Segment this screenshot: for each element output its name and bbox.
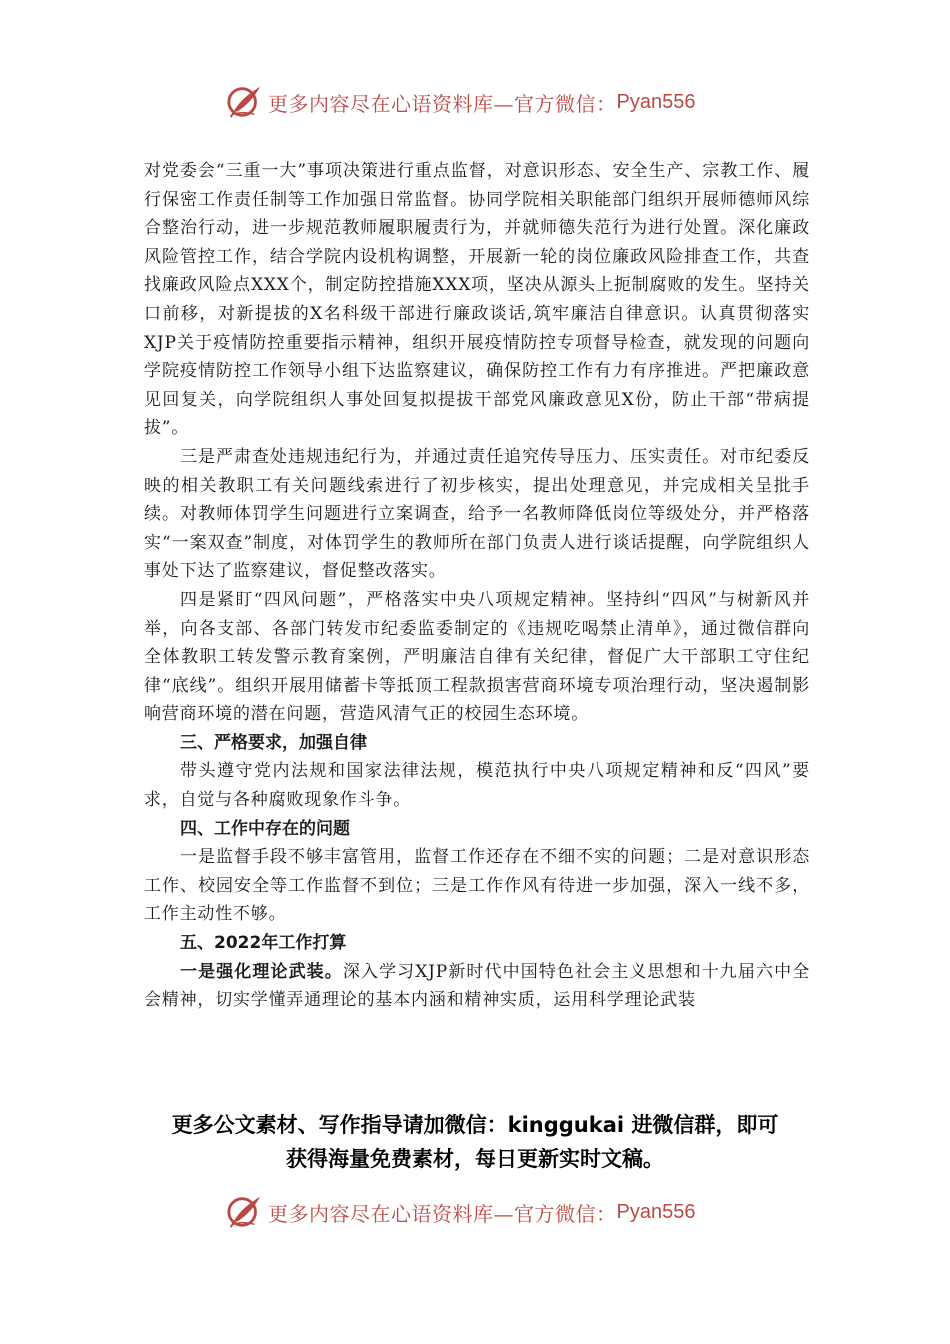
paragraph-problems: 一是监督手段不够丰富管用，监督工作还存在不细不实的问题；二是对意识形态工作、校园安全等工作监督不到位；三是工作作风有待进一步加强，深入一线不多，工作主动性不够。 [144, 847, 810, 925]
quill-logo-icon [226, 1193, 264, 1231]
section-heading-5: 五、2022年工作打算 [180, 933, 347, 954]
banner-text: 更多内容尽在心语资料库—官方微信： [268, 1201, 617, 1226]
promo-notice [0, 1108, 950, 1176]
promo-line-1: 更多公文素材、写作指导请加微信：kinggukai 进微信群，即可 [171, 1113, 779, 1137]
paragraph-violations: 三是严肃查处违规违纪行为，并通过责任追究传导压力、压实责任。对市纪委反映的相关教职工有关问题线索进行了初步核实，提出处理意见，并完成相关呈批手续。对教师体罚学生问题进行立案调查，给予一名教师降低岗位等级处分，并严格落实“一案双查”制度，对体罚学生的教师所在部门负责人进行谈话提醒，向学院组织人事处下达了监察建议，督促整改落实。 [144, 446, 810, 582]
paragraph-theory [144, 958, 810, 1015]
header-banner [226, 82, 695, 122]
document-body [144, 157, 810, 1015]
banner-wechat-id: Pyan556 [616, 90, 696, 113]
paragraph-oversight: 对党委会“三重一大”事项决策进行重点监督，对意识形态、安全生产、宗教工作、履行保密工作责任制等工作加强日常监督。协同学院相关职能部门组织开展师德师风综合整治行动，进一步规范教师履职履责行为，并就师德失范行为进行处置。深化廉政风险管控工作，结合学院内设机构调整，开展新一轮的岗位廉政风险排查工作，共查找廉政风险点XXX个，制定防控措施XXX项，坚决从源头上扼制腐败的发生。坚持关口前移，对新提拔的X名科级干部进行廉政谈话,筑牢廉洁自律意识。认真贯彻落实XJP关于疫情防控重要指示精神，组织开展疫情防控专项督导检查，就发现的问题向学院疫情防控工作领导小组下达监察建议，确保防控工作有力有序推进。严把廉政意见回复关，向学院组织人事处回复拟提拔干部党风廉政意见X份，防止干部“带病提拔”。 [144, 161, 810, 439]
footer-banner [226, 1192, 695, 1232]
paragraph-four-styles: 四是紧盯“四风问题”，严格落实中央八项规定精神。坚持纠“四风”与树新风并举，向各支部、各部门转发市纪委监委制定的《违规吃喝禁止清单》，通过微信群向全体教职工转发警示教育案例，严明廉洁自律有关纪律，督促广大干部职工守住纪律“底线”。组织开展用储蓄卡等抵顶工程款损害营商环境专项治理行动，坚决遏制影响营商环境的潜在问题，营造风清气正的校园生态环境。 [144, 589, 810, 725]
quill-logo-icon [226, 83, 264, 121]
section-heading-3: 三、严格要求，加强自律 [180, 732, 367, 753]
paragraph-rest: 深入学习XJP新时代中国特色社会主义思想和十九届六中全会精神，切实学懂弄通理论的基本内涵和精神实质，运用科学理论武装 [144, 961, 810, 1011]
banner-text: 更多内容尽在心语资料库—官方微信： [268, 91, 617, 116]
section-heading-4: 四、工作中存在的问题 [180, 818, 350, 839]
promo-line-2: 获得海量免费素材，每日更新实时文稿。 [286, 1147, 664, 1171]
banner-wechat-id: Pyan556 [616, 1200, 696, 1223]
paragraph-lead: 一是强化理论武装。 [180, 961, 343, 982]
paragraph-self-discipline: 带头遵守党内法规和国家法律法规，模范执行中央八项规定精神和反“四风”要求，自觉与各种腐败现象作斗争。 [144, 761, 810, 811]
